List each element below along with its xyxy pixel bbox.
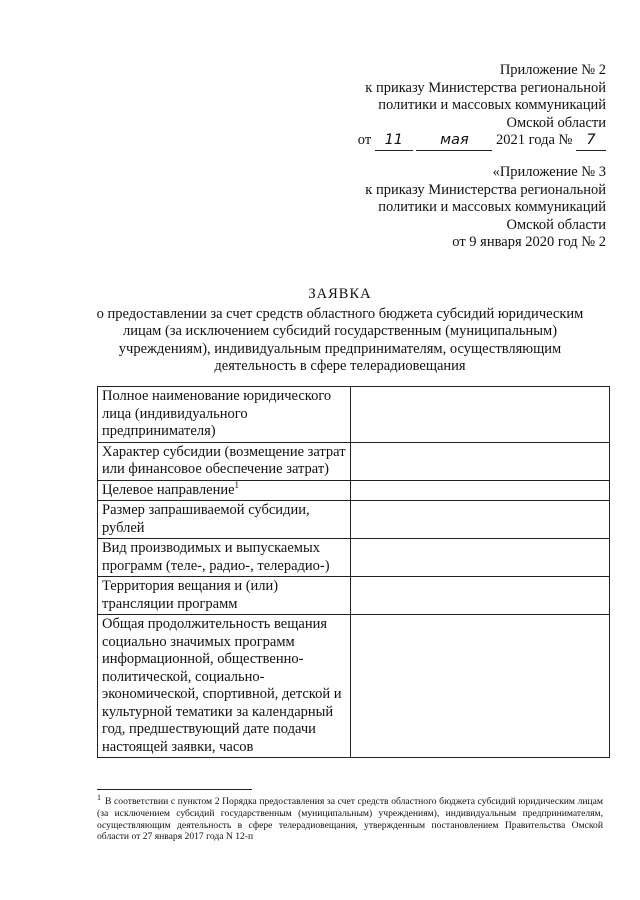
handwritten-number: 7: [576, 132, 606, 151]
handwritten-month: мая: [416, 132, 492, 151]
application-subtitle-line-1: о предоставлении за счет средств областного бюджета субсидий юридическим: [96, 305, 584, 322]
table-row: [98, 577, 610, 615]
application-subtitle-line-2: лицам (за исключением субсидий государственным (муниципальным): [122, 323, 558, 339]
row-value[interactable]: [351, 577, 610, 615]
handwritten-day: 11: [375, 132, 413, 151]
row-value[interactable]: [351, 442, 610, 480]
appendix-2-title: Приложение № 2: [499, 62, 606, 78]
date-prefix: от: [357, 132, 372, 148]
footnote-divider: [97, 789, 252, 790]
footnote: [97, 792, 603, 843]
table-row: [98, 539, 610, 577]
appendix-3-title: «Приложение № 3: [492, 164, 606, 180]
appendix-2-header: [246, 62, 606, 151]
application-subtitle-line-4: деятельность в сфере телерадиовещания: [214, 358, 466, 374]
footnote-reference: 1: [234, 479, 240, 490]
row-label: Целевое направление: [102, 481, 235, 498]
row-label: Территория вещания и (или) трансляции программ: [98, 577, 351, 615]
footnote-mark: 1: [97, 792, 101, 802]
appendix-3-line-1: к приказу Министерства региональной: [365, 181, 606, 198]
application-title-block: [90, 286, 590, 376]
row-value[interactable]: [351, 615, 610, 758]
appendix-3-line-4: от 9 января 2020 год № 2: [452, 234, 606, 250]
appendix-3-header: [246, 164, 606, 252]
appendix-3-line-2: политики и массовых коммуникаций: [378, 199, 606, 215]
year-text: 2021 года №: [496, 132, 573, 148]
row-label: Характер субсидии (возмещение затрат или финансовое обеспечение затрат): [98, 442, 351, 480]
row-label: Размер запрашиваемой субсидии, рублей: [98, 501, 351, 539]
appendix-2-line-3: Омской области: [506, 114, 606, 131]
application-subtitle-line-3: учреждениям), индивидуальным предпринимателям, осуществляющим: [118, 340, 562, 357]
row-label: Полное наименование юридического лица (индивидуального предпринимателя): [98, 387, 351, 443]
row-value[interactable]: [351, 480, 610, 501]
row-value[interactable]: [351, 501, 610, 539]
footnote-text: В соответствии с пунктом 2 Порядка предоставления за счет средств областного бюджета субсидий юридическим лицам (за исключением субсидий государственным (муниципальным) учреждениям), индивидуальным предпринимателям, осуществляющим деятельность в сфере телерадиовещания, утвержденным постановлением Правительства Омской области от 27 января 2017 года N 12-п: [97, 796, 603, 843]
row-label: Вид производимых и выпускаемых программ (теле-, радио-, телерадио-): [98, 539, 351, 577]
application-heading: ЗАЯВКА: [308, 286, 372, 302]
table-row: [98, 387, 610, 443]
application-form-table: [97, 386, 610, 758]
appendix-2-line-2: политики и массовых коммуникаций: [378, 97, 606, 113]
row-value[interactable]: [351, 387, 610, 443]
appendix-2-line-1: к приказу Министерства региональной: [365, 79, 606, 96]
row-value[interactable]: [351, 539, 610, 577]
table-row: [98, 615, 610, 758]
appendix-3-line-3: Омской области: [506, 216, 606, 233]
table-row: [98, 501, 610, 539]
row-label: Общая продолжительность вещания социально значимых программ информационной, общественно-политической, социально-экономической, спортивной, детской и культурной тематики за календарный год, предшествующий дате подачи настоящей заявки, часов: [98, 615, 351, 758]
appendix-2-date-line: [246, 132, 606, 151]
table-row: [98, 442, 610, 480]
row-label-with-footnote: [98, 480, 351, 501]
table-row: [98, 480, 610, 501]
